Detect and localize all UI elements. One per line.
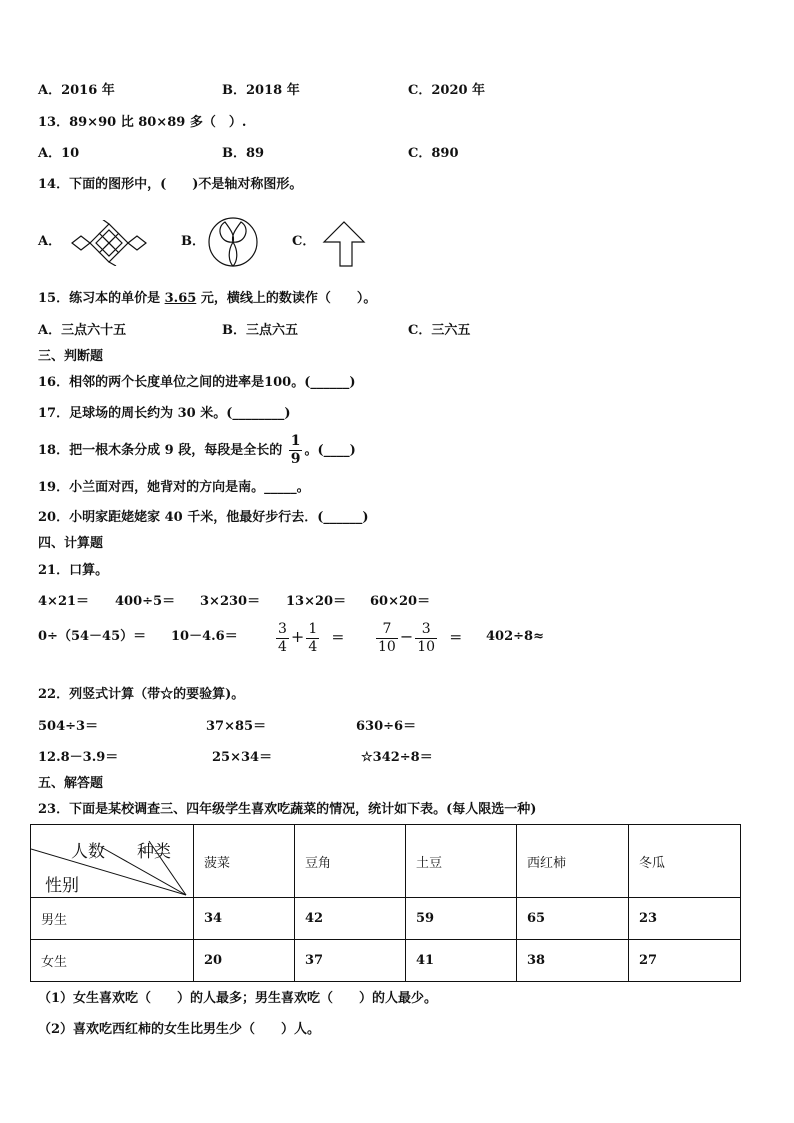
q21-row1-item: 4×21＝ bbox=[38, 594, 90, 609]
table-cell: 34 bbox=[194, 898, 295, 940]
q22-item: 504÷3＝ bbox=[38, 719, 99, 734]
fraction bbox=[276, 621, 289, 656]
equals: ＝ bbox=[449, 631, 463, 646]
header-gender-label: 性别 bbox=[45, 876, 79, 896]
q17-text: 17．足球场的周长约为 30 米。(________) bbox=[38, 406, 291, 421]
column-header: 土豆 bbox=[406, 825, 517, 898]
header-kind-label: 种类 bbox=[137, 842, 171, 862]
table-cell: 23 bbox=[629, 898, 741, 940]
q22-item: 25×34＝ bbox=[212, 750, 273, 765]
q22-item: 12.8－3.9＝ bbox=[38, 750, 119, 765]
chinese-knot-figure bbox=[68, 220, 150, 266]
q22-item: 37×85＝ bbox=[206, 719, 267, 734]
q18-fraction bbox=[289, 433, 303, 468]
column-header: 豆角 bbox=[295, 825, 406, 898]
fraction-denominator: 10 bbox=[378, 639, 396, 655]
q15-option-b: B．三点六五 bbox=[222, 323, 298, 338]
q12-option-c: C．2020 年 bbox=[408, 83, 486, 98]
equals: ＝ bbox=[331, 631, 345, 646]
q21-row1-item: 60×20＝ bbox=[370, 594, 431, 609]
q14-label-a: A． bbox=[38, 234, 62, 249]
q14-label-c: C． bbox=[292, 234, 316, 249]
q15-text bbox=[38, 290, 376, 308]
fraction-denominator: 4 bbox=[278, 639, 287, 655]
q14-text: 14．下面的图形中，( )不是轴对称图形。 bbox=[38, 177, 303, 192]
q21-row1-item: 13×20＝ bbox=[286, 594, 347, 609]
table-cell: 65 bbox=[517, 898, 629, 940]
section-title-calculation: 四、计算题 bbox=[38, 536, 104, 551]
fraction bbox=[306, 621, 319, 656]
q14-label-b: B． bbox=[181, 234, 205, 249]
q23-sub1: （1）女生喜欢吃（ ）的人最多；男生喜欢吃（ ）的人最少。 bbox=[38, 991, 438, 1006]
row-label: 女生 bbox=[31, 940, 194, 982]
q22-title: 22．列竖式计算（带☆的要验算)。 bbox=[38, 687, 245, 702]
q21-fraction-sum bbox=[274, 617, 344, 659]
q22-item: ☆342÷8＝ bbox=[361, 750, 433, 765]
q15-underlined-number: 3.65 bbox=[164, 291, 197, 306]
q21-row2-item: 10－4.6＝ bbox=[171, 629, 238, 644]
column-header: 菠菜 bbox=[194, 825, 295, 898]
q21-title: 21．口算。 bbox=[38, 563, 109, 578]
q16-text: 16．相邻的两个长度单位之间的进率是100。(______) bbox=[38, 375, 356, 390]
table-cell: 42 bbox=[295, 898, 406, 940]
q13-option-b: B．89 bbox=[222, 146, 265, 161]
table-cell: 38 bbox=[517, 940, 629, 982]
fraction-numerator: 1 bbox=[290, 433, 301, 449]
q13-option-a: A．10 bbox=[38, 146, 80, 161]
section-title-problems: 五、解答题 bbox=[38, 776, 104, 791]
q12-option-a: A．2016 年 bbox=[38, 83, 115, 98]
table-cell: 59 bbox=[406, 898, 517, 940]
fraction-numerator: 7 bbox=[382, 621, 392, 637]
arrow-shape-figure bbox=[322, 220, 366, 268]
q13-option-c: C．890 bbox=[408, 146, 459, 161]
q19-text: 19．小兰面对西，她背对的方向是南。_____。 bbox=[38, 480, 310, 495]
q22-item: 630÷6＝ bbox=[356, 719, 417, 734]
q18-text-post: 。(____) bbox=[304, 443, 356, 458]
q21-row2-item: 0÷（54－45）＝ bbox=[38, 629, 147, 644]
fraction bbox=[415, 621, 437, 656]
q13-text: 13．89×90 比 80×89 多（ ）. bbox=[38, 115, 247, 130]
q18-text-pre: 18．把一根木条分成 9 段，每段是全长的 bbox=[38, 443, 283, 458]
fraction-numerator: 3 bbox=[421, 621, 431, 637]
vegetable-survey-table bbox=[30, 824, 741, 982]
q15-option-c: C．三六五 bbox=[408, 323, 471, 338]
q21-fraction-difference bbox=[374, 617, 462, 659]
header-people-label: 人数 bbox=[71, 842, 105, 862]
fraction-numerator: 1 bbox=[308, 621, 318, 637]
q21-row2-item: 402÷8≈ bbox=[486, 629, 544, 644]
q21-row1-item: 3×230＝ bbox=[200, 594, 261, 609]
q15-text-pre: 15．练习本的单价是 bbox=[38, 291, 165, 306]
fraction-denominator: 9 bbox=[290, 451, 301, 467]
operator: − bbox=[399, 627, 414, 646]
q12-option-b: B．2018 年 bbox=[222, 83, 300, 98]
section-title-judgement: 三、判断题 bbox=[38, 349, 104, 364]
fraction bbox=[376, 621, 398, 656]
table-cell: 37 bbox=[295, 940, 406, 982]
table-cell: 27 bbox=[629, 940, 741, 982]
table-row bbox=[31, 940, 741, 982]
q21-row1-item: 400÷5＝ bbox=[115, 594, 176, 609]
table-header-diagonal-cell bbox=[31, 825, 194, 898]
fraction-numerator: 3 bbox=[278, 621, 287, 637]
fraction-denominator: 4 bbox=[308, 639, 318, 655]
q23-sub2: （2）喜欢吃西红柿的女生比男生少（ ）人。 bbox=[38, 1022, 321, 1037]
column-header: 西红柿 bbox=[517, 825, 629, 898]
table-cell: 20 bbox=[194, 940, 295, 982]
circle-petal-figure bbox=[207, 216, 259, 268]
fraction-denominator: 10 bbox=[417, 639, 436, 655]
column-header: 冬瓜 bbox=[629, 825, 741, 898]
q23-text: 23．下面是某校调查三、四年级学生喜欢吃蔬菜的情况，统计如下表。(每人限选一种) bbox=[38, 802, 537, 817]
operator: + bbox=[290, 627, 305, 646]
table-cell: 41 bbox=[406, 940, 517, 982]
q18-text bbox=[38, 433, 356, 468]
q15-text-post: 元，横线上的数读作（ ）。 bbox=[196, 291, 377, 306]
table-row bbox=[31, 898, 741, 940]
q15-option-a: A．三点六十五 bbox=[38, 323, 127, 338]
row-label: 男生 bbox=[31, 898, 194, 940]
q20-text: 20．小明家距姥姥家 40 千米，他最好步行去．(______) bbox=[38, 510, 369, 525]
